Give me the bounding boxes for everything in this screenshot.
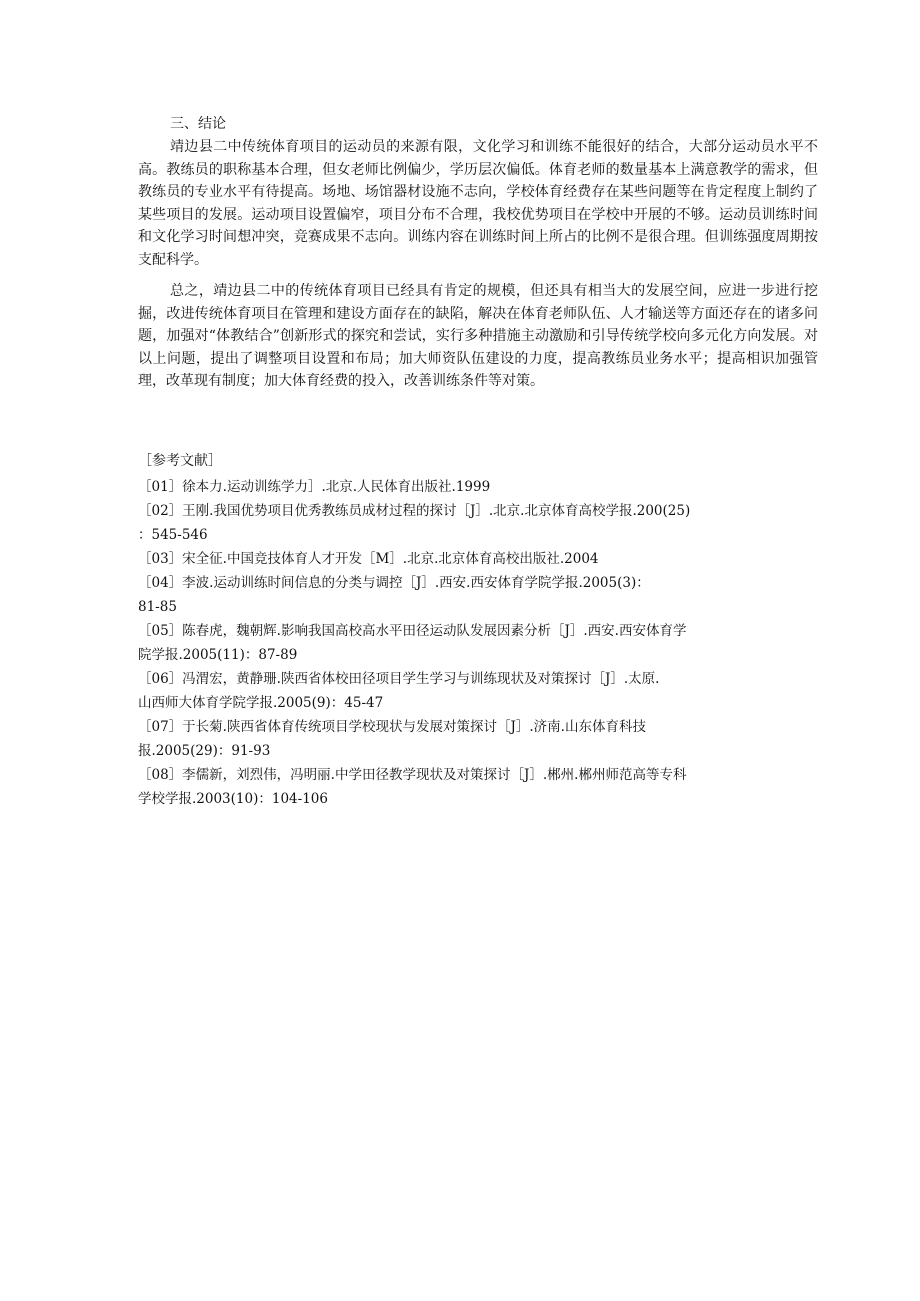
reference-line: ［01］徐本力.运动训练学力］.北京.人民体育出版社.1999 (138, 479, 491, 495)
reference-line: ［08］李儒新，刘烈伟，冯明丽.中学田径教学现状及对策探讨［J］.郴州.郴州师范高等专科 (138, 767, 687, 783)
references-title: ［参考文献］ (138, 453, 222, 469)
conclusion-paragraph-2: 总之，靖边县二中的传统体育项目已经具有肯定的规模，但还具有相当大的发展空间，应进一步进行挖掘，改进传统体育项目在管理和建设方面存在的缺陷，解决在体育老师队伍、人才输送等方面还存在的诸多问题，加强对“体教结合”创新形式的探究和尝试，实行多种措施主动激励和引导传统学校向多元化方向发展。对以上问题，提出了调整项目设置和布局；加大师资队伍建设的力度，提高教练员业务水平；提高相识加强管理，改革现有制度；加大体育经费的投入，改善训练条件等对策。 (138, 283, 818, 389)
section-heading: 三、结论 (170, 116, 226, 132)
reference-line: ［02］王刚.我国优势项目优秀教练员成材过程的探讨［J］.北京.北京体育高校学报.200(25) (138, 503, 691, 519)
reference-line: 学校学报.2003(10)：104-106 (138, 791, 328, 807)
reference-line: ［06］冯渭宏，黄静珊.陕西省体校田径项目学生学习与训练现状及对策探讨［J］.太原. (138, 671, 660, 687)
conclusion-paragraph-1: 靖边县二中传统体育项目的运动员的来源有限，文化学习和训练不能很好的结合，大部分运动员水平不高。教练员的职称基本合理，但女老师比例偏少，学历层次偏低。体育老师的数量基本上满意教学的需求，但教练员的专业水平有待提高。场地、场馆器材设施不志向，学校体育经费存在某些问题等在肯定程度上制约了某些项目的发展。运动项目设置偏窄，项目分布不合理，我校优势项目在学校中开展的不够。运动员训练时间和文化学习时间想冲突，竞赛成果不志向。训练内容在训练时间上所占的比例不是很合理。但训练强度周期按支配科学。 (138, 139, 818, 268)
references-section (138, 449, 818, 811)
reference-line: ［05］陈春虎，魏朝辉.影响我国高校高水平田径运动队发展因素分析［J］.西安.西安体育学 (138, 623, 687, 639)
reference-line: 81-85 (138, 599, 177, 615)
reference-line: ：545-546 (138, 527, 208, 543)
reference-line: ［04］李波.运动训练时间信息的分类与调控［J］.西安.西安体育学院学报.2005(3)： (138, 575, 650, 591)
reference-line: 山西师大体育学院学报.2005(9)：45-47 (138, 695, 384, 711)
reference-line: ［07］于长菊.陕西省体育传统项目学校现状与发展对策探讨［J］.济南.山东体育科技 (138, 719, 646, 735)
reference-line: ［03］宋全征.中国竞技体育人才开发［M］.北京.北京体育高校出版社.2004 (138, 551, 599, 567)
reference-line: 报.2005(29)：91-93 (138, 743, 271, 759)
reference-line: 院学报.2005(11)：87-89 (138, 647, 298, 663)
